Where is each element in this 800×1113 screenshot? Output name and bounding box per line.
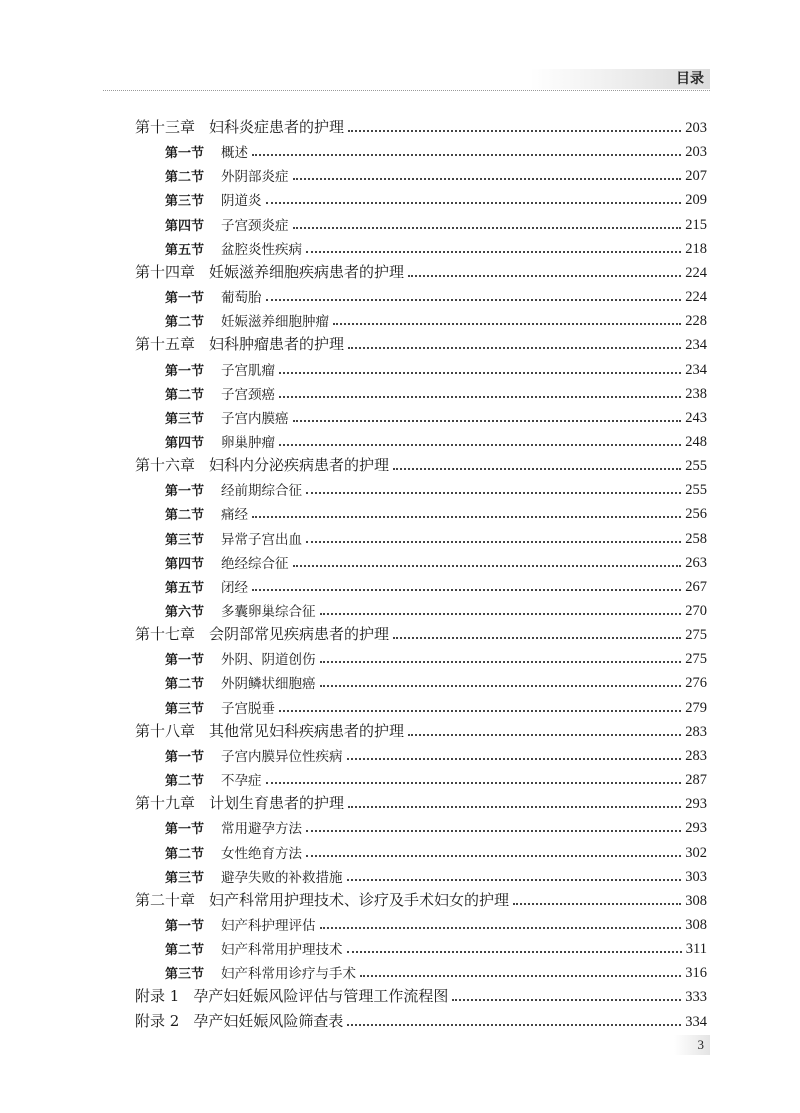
- dot-leader: [252, 516, 681, 518]
- toc-entry-page: 293: [685, 820, 707, 837]
- toc-entry-title: 妇产科常用诊疗与手术: [221, 966, 357, 983]
- toc-entry-page: 215: [685, 216, 707, 233]
- toc-entry-title: 孕产妇妊娠风险筛查表: [193, 1011, 344, 1030]
- toc-entry-title: 不孕症: [221, 773, 262, 790]
- toc-chapter-entry[interactable]: [135, 113, 707, 137]
- toc-entry-number: 第二节: [165, 774, 205, 790]
- toc-entry-page: 334: [685, 1013, 707, 1030]
- toc-entry-page: 311: [685, 941, 707, 958]
- dot-leader: [320, 613, 682, 615]
- dot-leader: [348, 130, 681, 132]
- toc-entry-number: 第十七章: [135, 625, 196, 644]
- toc-entry-page: 293: [685, 796, 707, 813]
- toc-entry-title: 子宫颈炎症: [221, 217, 289, 234]
- toc-entry-page: 243: [685, 409, 707, 426]
- toc-entry-title: 妇科炎症患者的护理: [209, 118, 345, 136]
- toc-entry-number: 第一节: [165, 363, 205, 379]
- toc-entry-page: 238: [685, 385, 707, 402]
- toc-entry-page: 267: [685, 578, 707, 595]
- toc-section-entry[interactable]: [165, 210, 707, 234]
- toc-entry-number: 第四节: [165, 218, 205, 234]
- dot-leader: [293, 227, 682, 229]
- dot-leader: [360, 975, 681, 977]
- toc-entry-number: 第二节: [165, 508, 205, 524]
- toc-entry-page: 283: [685, 723, 707, 740]
- dot-leader: [252, 589, 681, 591]
- toc-entry-number: 第四节: [165, 556, 205, 572]
- toc-chapter-entry[interactable]: [135, 789, 707, 813]
- toc-entry-title: 会阴部常见疾病患者的护理: [209, 625, 390, 644]
- toc-section-entry[interactable]: [165, 234, 707, 258]
- toc-section-entry[interactable]: [165, 813, 707, 837]
- toc-chapter-entry[interactable]: [135, 886, 707, 910]
- toc-section-entry[interactable]: [165, 137, 707, 161]
- toc-entry-page: 218: [685, 240, 707, 257]
- dot-leader: [408, 734, 681, 736]
- toc-entry-page: 258: [685, 530, 707, 547]
- toc-entry-page: 316: [685, 965, 707, 982]
- toc-entry-number: 第三节: [165, 194, 205, 210]
- dot-leader: [252, 154, 681, 156]
- dot-leader: [293, 178, 682, 180]
- toc-entry-title: 外阴、阴道创伤: [221, 652, 316, 669]
- toc-section-entry[interactable]: [165, 862, 707, 886]
- toc-section-entry[interactable]: [165, 741, 707, 765]
- toc-entry-number: 第三节: [165, 532, 205, 548]
- toc-entry-number: 第一节: [165, 291, 205, 307]
- toc-entry-page: 308: [685, 892, 707, 909]
- toc-section-entry[interactable]: [165, 644, 707, 668]
- toc-section-entry[interactable]: [165, 693, 707, 717]
- toc-section-entry[interactable]: [165, 499, 707, 523]
- toc-entry-title: 孕产妇妊娠风险评估与管理工作流程图: [193, 987, 449, 1006]
- toc-entry-number: 第二节: [165, 677, 205, 693]
- toc-entry-title: 经前期综合征: [221, 483, 303, 500]
- toc-entry-title: 子宫内膜异位性疾病: [221, 748, 343, 765]
- toc-entry-number: 第五节: [165, 580, 205, 596]
- toc-section-entry[interactable]: [165, 838, 707, 862]
- toc-entry-number: 第六节: [165, 605, 205, 620]
- toc-section-entry[interactable]: [165, 161, 707, 185]
- toc-entry-number: 第三节: [165, 870, 205, 886]
- toc-entry-title: 葡萄胎: [221, 290, 262, 307]
- toc-entry-title: 避孕失败的补救措施: [221, 869, 343, 886]
- toc-entry-number: 第一节: [165, 653, 205, 669]
- toc-entry-number: 第二节: [165, 943, 205, 959]
- toc-entry-title: 外阴鳞状细胞癌: [221, 676, 316, 693]
- toc-section-entry[interactable]: [165, 668, 707, 692]
- dot-leader: [306, 251, 681, 253]
- dot-leader: [393, 637, 681, 639]
- toc-entry-title: 妇产科护理评估: [221, 917, 316, 934]
- toc-entry-number: 第二节: [165, 387, 205, 403]
- toc-section-entry[interactable]: [165, 934, 707, 958]
- dot-leader: [320, 661, 682, 663]
- toc-entry-page: 275: [685, 627, 707, 644]
- page-title: 目录: [676, 71, 704, 87]
- dot-leader: [266, 202, 682, 204]
- toc-entry-title: 盆腔炎性疾病: [221, 241, 303, 258]
- dot-leader: [347, 951, 682, 953]
- toc-entry-page: 276: [685, 675, 707, 692]
- toc-chapter-entry[interactable]: [135, 620, 707, 644]
- toc-entry-page: 302: [685, 844, 707, 861]
- dot-leader: [279, 372, 681, 374]
- toc-entry-number: 第二节: [165, 170, 205, 186]
- dot-leader: [306, 492, 681, 494]
- toc-entry-title: 阴道炎: [221, 193, 262, 210]
- toc-entry-page: 228: [685, 313, 707, 330]
- toc-section-entry[interactable]: [165, 548, 707, 572]
- toc-entry-number: 第一节: [165, 749, 205, 765]
- toc-entry-title: 痛经: [221, 507, 249, 524]
- toc-entry-number: 第五节: [165, 242, 205, 258]
- toc-entry-number: 第三节: [165, 701, 205, 717]
- toc-chapter-entry[interactable]: [135, 717, 707, 741]
- dot-leader: [408, 275, 681, 277]
- dot-leader: [320, 685, 682, 687]
- toc-entry-number: 第四节: [165, 435, 205, 451]
- toc-entry-number: 第十四章: [135, 262, 196, 281]
- toc-section-entry[interactable]: [165, 427, 707, 451]
- dot-leader: [347, 879, 682, 881]
- toc-entry-number: 第一节: [165, 484, 205, 500]
- toc-entry-number: 第十三章: [135, 118, 196, 136]
- toc-entry-number: 第十九章: [135, 794, 196, 813]
- toc-entry-page: 283: [685, 747, 707, 764]
- dot-leader: [266, 782, 682, 784]
- toc-entry-page: 234: [685, 361, 707, 378]
- toc-entry-title: 多囊卵巢综合征: [221, 604, 316, 620]
- toc-entry-title: 妊娠滋养细胞肿瘤: [221, 314, 330, 331]
- toc-entry-title: 子宫颈癌: [221, 386, 276, 403]
- toc-entry-title: 其他常见妇科疾病患者的护理: [209, 721, 405, 740]
- toc-section-entry[interactable]: [165, 403, 707, 427]
- toc-entry-title: 异常子宫出血: [221, 531, 303, 548]
- toc-entry-title: 绝经综合征: [221, 555, 289, 572]
- toc-section-entry[interactable]: [165, 596, 707, 620]
- toc-entry-title: 妇产科常用护理技术、诊疗及手术妇女的护理: [209, 890, 510, 909]
- toc-section-entry[interactable]: [165, 958, 707, 982]
- toc-entry-number: 第十六章: [135, 456, 196, 475]
- toc-entry-title: 妇产科常用护理技术: [221, 942, 343, 959]
- toc-section-entry[interactable]: [165, 185, 707, 209]
- dot-leader: [279, 710, 681, 712]
- toc-entry-title: 妇科内分泌疾病患者的护理: [209, 456, 390, 475]
- toc-entry-title: 概述: [221, 145, 249, 162]
- toc-entry-page: 255: [685, 458, 707, 475]
- toc-entry-title: 子宫内膜癌: [221, 410, 289, 427]
- dot-leader: [347, 758, 682, 760]
- toc-entry-title: 计划生育患者的护理: [209, 794, 345, 813]
- toc-entry-number: 第十八章: [135, 721, 196, 740]
- toc-entry-number: 附录 1: [135, 987, 180, 1006]
- dot-leader: [320, 927, 682, 929]
- toc-entry-number: 第十五章: [135, 335, 196, 354]
- dot-leader: [293, 565, 682, 567]
- toc-entry-page: 279: [685, 699, 707, 716]
- toc-entry-number: 第二节: [165, 315, 205, 331]
- toc-entry-page: 248: [685, 433, 707, 450]
- toc-entry-number: 第三节: [165, 967, 205, 983]
- toc-entry-title: 常用避孕方法: [221, 821, 303, 838]
- toc-entry-title: 外阴部炎症: [221, 169, 289, 186]
- toc-entry-page: 275: [685, 651, 707, 668]
- toc-section-entry[interactable]: [165, 910, 707, 934]
- toc-entry-page: 234: [685, 337, 707, 354]
- toc-entry-page: 287: [685, 772, 707, 789]
- toc-entry-number: 第三节: [165, 411, 205, 427]
- toc-entry-page: 207: [685, 168, 707, 185]
- dot-leader: [306, 541, 681, 543]
- dot-leader: [293, 420, 682, 422]
- toc-entry-title: 子宫脱垂: [221, 700, 276, 717]
- toc-entry-page: 333: [685, 989, 707, 1006]
- toc-entry-page: 209: [685, 192, 707, 209]
- toc-entry-page: 224: [685, 289, 707, 306]
- toc-entry-title: 妇科肿瘤患者的护理: [209, 335, 345, 354]
- dot-leader: [279, 396, 681, 398]
- toc-entry-page: 263: [685, 554, 707, 571]
- toc-chapter-entry[interactable]: [135, 1007, 707, 1031]
- toc-section-entry[interactable]: [165, 379, 707, 403]
- dot-leader: [348, 806, 681, 808]
- toc-section-entry[interactable]: [165, 765, 707, 789]
- toc-entry-title: 子宫肌瘤: [221, 362, 276, 379]
- toc-entry-number: 第一节: [165, 146, 205, 162]
- dot-leader: [266, 299, 682, 301]
- toc-section-entry[interactable]: [165, 282, 707, 306]
- toc-section-entry[interactable]: [165, 475, 707, 499]
- toc-section-entry[interactable]: [165, 306, 707, 330]
- toc-entry-page: 203: [685, 120, 707, 136]
- dot-leader: [452, 999, 681, 1001]
- toc-entry-title: 卵巢肿瘤: [221, 434, 276, 451]
- toc-entry-page: 203: [685, 144, 707, 161]
- toc-chapter-entry[interactable]: [135, 982, 707, 1006]
- toc-entry-page: 256: [685, 506, 707, 523]
- toc-entry-number: 附录 2: [135, 1011, 180, 1030]
- toc-entry-page: 224: [685, 264, 707, 281]
- toc-chapter-entry[interactable]: [135, 451, 707, 475]
- toc-entry-page: 270: [685, 603, 707, 619]
- toc-section-entry[interactable]: [165, 355, 707, 379]
- toc-entry-number: 第二节: [165, 846, 205, 862]
- dot-leader: [279, 444, 681, 446]
- dot-leader: [306, 855, 681, 857]
- header-divider: [103, 90, 710, 91]
- dot-leader: [393, 468, 681, 470]
- dot-leader: [347, 1024, 681, 1026]
- dot-leader: [348, 347, 681, 349]
- dot-leader: [333, 323, 681, 325]
- page-number: 3: [674, 1035, 710, 1055]
- toc-chapter-entry[interactable]: [135, 330, 707, 354]
- toc-entry-title: 妊娠滋养细胞疾病患者的护理: [209, 262, 405, 281]
- dot-leader: [513, 903, 681, 905]
- dot-leader: [306, 830, 681, 832]
- toc-entry-page: 303: [685, 868, 707, 885]
- toc-entry-title: 女性绝育方法: [221, 845, 303, 862]
- toc-entry-number: 第一节: [165, 822, 205, 838]
- toc-section-entry[interactable]: [165, 524, 707, 548]
- toc-section-entry[interactable]: [165, 572, 707, 596]
- toc-chapter-entry[interactable]: [135, 258, 707, 282]
- toc-entry-number: 第二十章: [135, 890, 196, 909]
- toc-entry-number: 第一节: [165, 918, 205, 934]
- toc-entry-title: 闭经: [221, 579, 249, 596]
- toc-entry-page: 255: [685, 482, 707, 499]
- toc-entry-page: 308: [685, 916, 707, 933]
